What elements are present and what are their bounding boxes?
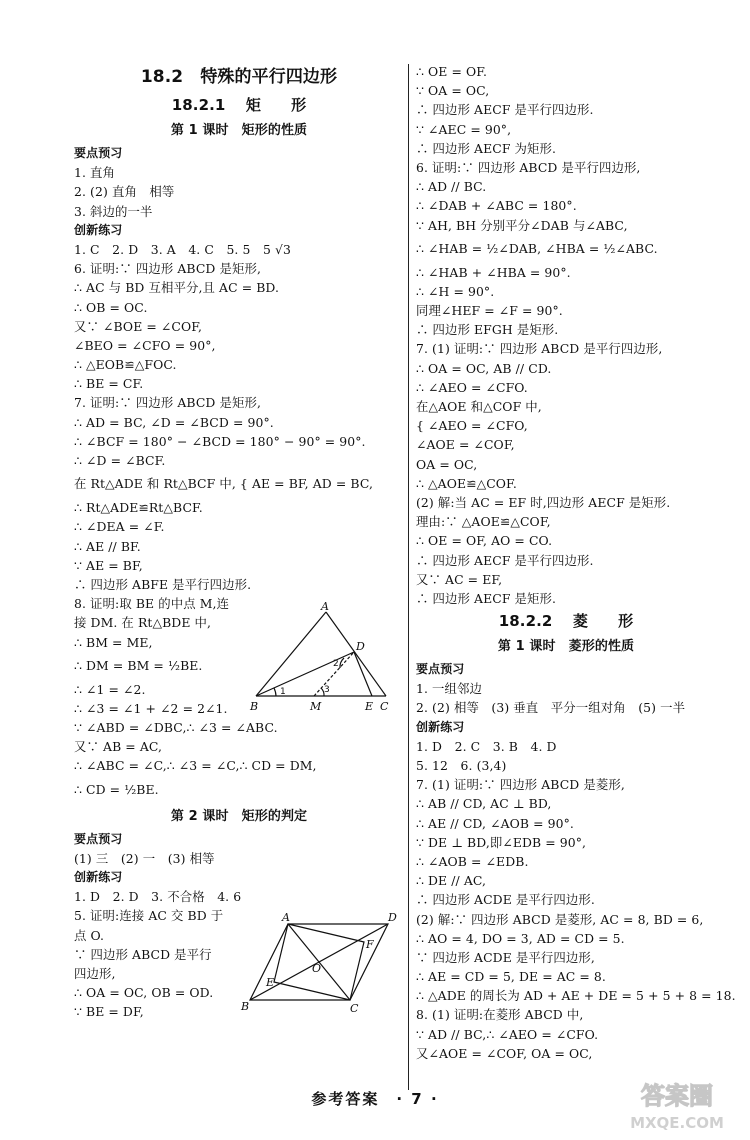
section-heading: 创新练习: [74, 870, 123, 884]
answer-line: ∴ ∠D = ∠BCF.: [74, 453, 166, 468]
answer-line: 1. 直角: [74, 165, 116, 181]
answer-line: ∴ OB = OC.: [74, 299, 148, 315]
answer-line: ∴ AE // CD, ∠AOB = 90°.: [416, 815, 574, 831]
answer-line: (2) 解:∵ 四边形 ABCD 是菱形, AC = 8, BD = 6,: [416, 911, 704, 927]
fig2-label-c: C: [350, 1002, 359, 1014]
answer-line: ∵ 四边形 ABCD 是平行: [74, 946, 212, 962]
fig1-angle-2: 2: [333, 659, 339, 669]
answer-line: ∴ AE // BF.: [74, 538, 141, 554]
answer-line: ∴ AO = 4, DO = 3, AD = CD = 5.: [416, 930, 625, 946]
fig1-angle-1: 1: [280, 687, 286, 697]
answer-line: ∴ ∠ABC = ∠C,∴ ∠3 = ∠C,∴ CD = DM,: [74, 758, 317, 774]
fig1-label-c: C: [380, 700, 389, 713]
answer-line: ∵ AH, BH 分别平分∠DAB 与∠ABC,: [416, 217, 628, 233]
answer-line: 6. 证明:∵ 四边形 ABCD 是平行四边形,: [416, 159, 641, 175]
answer-line: ∴ OA = OC, OB = OD.: [74, 985, 214, 1001]
answer-line: ∴ Rt△ADE≌Rt△BCF.: [74, 500, 203, 516]
fig2-label-d: D: [388, 912, 397, 924]
section-heading: 要点预习: [74, 831, 123, 846]
answer-line: 1. D 2. C 3. B 4. D: [416, 738, 557, 754]
page-footer: 参考答案 · 7 ·: [311, 1090, 439, 1108]
answer-line: ∴ ∠AEO = ∠CFO.: [416, 379, 528, 395]
answer-line: { ∠AEO = ∠CFO,: [416, 418, 528, 434]
answer-line: ∴ AB // CD, AC ⊥ BD,: [416, 796, 552, 812]
answer-line: ∵ BE = DF,: [74, 1004, 144, 1020]
answer-line: 点 O.: [74, 927, 105, 943]
answer-line: 7. 证明:∵ 四边形 ABCD 是矩形,: [74, 395, 262, 411]
fig2-label-b: B: [241, 1000, 250, 1013]
answer-line: ∴ AE = CD = 5, DE = AC = 8.: [416, 969, 606, 985]
answer-line: ∠AOE = ∠COF,: [416, 437, 515, 453]
lesson-title-rectangle-criteria: 第 2 课时 矩形的判定: [170, 808, 308, 824]
parallelogram-figure: [238, 912, 398, 1014]
answer-line: 在△AOE 和△COF 中,: [416, 399, 542, 414]
watermark-top: 答案圈: [641, 1082, 713, 1110]
column-divider: [408, 64, 409, 1090]
answer-line: ∴ BM = ME,: [74, 634, 153, 650]
right-column: [416, 62, 736, 1063]
answer-line: ∴ AD = BC, ∠D = ∠BCD = 90°.: [74, 414, 274, 430]
answer-line: 四边形,: [74, 965, 116, 981]
answer-line: ∴ DM = BM = ½BE.: [74, 657, 203, 673]
section-title-rhombus: 18.2.2 菱 形: [498, 612, 634, 631]
answer-line: ∴ ∠DEA = ∠F.: [74, 519, 165, 535]
answer-line: ∵ ∠AEC = 90°,: [416, 121, 512, 137]
answer-line: ∴ ∠1 = ∠2.: [74, 681, 146, 697]
answer-line: ∴ OE = OF, AO = CO.: [416, 533, 553, 549]
answer-line: 又∵ AC = EF,: [416, 571, 503, 587]
answer-line: 1. C 2. D 3. A 4. C 5. 5 5 √3: [74, 241, 291, 257]
answer-line: ∴ 四边形 EFGH 是矩形.: [416, 322, 559, 338]
answer-line: ∴ △ADE 的周长为 AD + AE + DE = 5 + 5 + 8 = 18.: [416, 988, 736, 1004]
section-title-rectangle: 18.2.1 矩 形: [171, 96, 307, 114]
segment-bd: [256, 652, 354, 696]
section-heading: 要点预习: [416, 662, 465, 677]
answer-line: ∴ 四边形 AECF 是平行四边形.: [416, 552, 594, 568]
fig1-angle-3: 3: [324, 685, 330, 695]
answer-line: 理由:∵ △AOE≌△COF,: [416, 514, 551, 530]
answer-line: ∵ ∠ABD = ∠DBC,∴ ∠3 = ∠ABC.: [74, 720, 278, 736]
fig2-label-e: E: [266, 976, 275, 989]
chapter-title: 18.2 特殊的平行四边形: [140, 67, 338, 87]
answer-line: ∴ 四边形 AECF 是矩形.: [416, 590, 557, 606]
answer-line: 6. 证明:∵ 四边形 ABCD 是矩形,: [74, 261, 262, 277]
answer-line: 又∵ AB = AC,: [74, 739, 163, 755]
answer-line: 又∵ ∠BOE = ∠COF,: [74, 318, 203, 334]
answer-line: 7. (1) 证明:∵ 四边形 ABCD 是平行四边形,: [416, 341, 663, 357]
section-heading: 要点预习: [74, 146, 123, 160]
fig2-label-f: F: [366, 938, 374, 951]
answer-line: ∴ ∠HAB + ∠HBA = 90°.: [416, 264, 571, 280]
right-answers-part2: [416, 660, 736, 1063]
answer-line: (1) 三 (2) 一 (3) 相等: [74, 850, 215, 866]
answer-line: ∴ CD = ½BE.: [74, 781, 159, 797]
answer-line: 又∠AOE = ∠COF, OA = OC,: [416, 1045, 593, 1061]
answer-line: ∵ AD // BC,∴ ∠AEO = ∠CFO.: [416, 1026, 599, 1042]
segment-de: [354, 652, 372, 696]
answer-line: ∵ AE = BF,: [74, 557, 143, 573]
answer-line: 1. 一组邻边: [416, 681, 483, 697]
answer-line: ∴ △AOE≌△COF.: [416, 475, 517, 491]
answer-line: 8. (1) 证明:在菱形 ABCD 中,: [416, 1007, 584, 1023]
answer-line: 3. 斜边的一半: [74, 203, 153, 219]
answer-line: ∠BEO = ∠CFO = 90°,: [74, 337, 216, 353]
answer-line: OA = OC,: [416, 456, 478, 472]
watermark-bottom: MXQE.COM: [630, 1114, 724, 1132]
fig2-label-a: A: [282, 912, 290, 924]
answer-line: 同理∠HEF = ∠F = 90°.: [416, 303, 563, 319]
section-heading: 创新练习: [74, 222, 123, 237]
answer-line: 5. 12 6. (3,4): [416, 758, 507, 773]
answer-line: ∴ 四边形 AECF 是平行四边形.: [416, 102, 594, 118]
right-answers-part1: [416, 62, 716, 608]
answer-line: 5. 证明:连接 AC 交 BD 于: [74, 908, 224, 924]
fig2-label-o: O: [312, 962, 322, 975]
section-heading: 创新练习: [416, 719, 465, 734]
answer-line: ∴ OE = OF.: [416, 64, 488, 79]
answer-line: ∴ ∠AOB = ∠EDB.: [416, 853, 529, 869]
fig1-label-d: D: [356, 640, 365, 653]
answer-line: 8. 证明:取 BE 的中点 M,连: [74, 596, 230, 612]
answer-line: ∴ DE // AC,: [416, 873, 487, 889]
answer-line: ∴ AC 与 BD 互相平分,且 AC = BD.: [74, 280, 280, 296]
answer-line: ∴ ∠BCF = 180° − ∠BCD = 180° − 90° = 90°.: [74, 433, 366, 449]
answer-line: 2. (2) 相等 (3) 垂直 平分一组对角 (5) 一半: [416, 700, 686, 716]
answer-line: 接 DM. 在 Rt△BDE 中,: [74, 615, 212, 631]
answer-line: ∵ OA = OC,: [416, 83, 490, 99]
answer-line: 7. (1) 证明:∵ 四边形 ABCD 是菱形,: [416, 777, 625, 793]
answer-line: (2) 解:当 AC = EF 时,四边形 AECF 是矩形.: [416, 494, 671, 510]
fig1-label-e: E: [365, 700, 374, 713]
angle-mark-2: [340, 658, 344, 668]
answer-line: 2. (2) 直角 相等: [74, 184, 175, 200]
answer-line: 在 Rt△ADE 和 Rt△BCF 中, { AE = BF, AD = BC,: [74, 476, 373, 492]
fig1-label-a: A: [321, 600, 329, 613]
segment-ab: [256, 612, 326, 696]
answer-line: 1. D 2. D 3. 不合格 4. 6: [74, 889, 242, 905]
lesson-title-rectangle-properties: 第 1 课时 矩形的性质: [170, 123, 308, 138]
answer-line: ∴ OA = OC, AB // CD.: [416, 360, 552, 376]
answer-line: ∴ AD // BC.: [416, 179, 487, 195]
angle-mark-1: [274, 688, 276, 696]
answer-line: ∴ 四边形 ACDE 是平行四边形.: [416, 892, 595, 908]
fig1-label-m: M: [310, 700, 322, 713]
answer-line: ∴ ∠HAB = ½∠DAB, ∠HBA = ½∠ABC.: [416, 240, 658, 256]
triangle-figure: [248, 600, 398, 716]
watermark-logo: [612, 1078, 742, 1134]
answer-line: ∴ ∠H = 90°.: [416, 283, 495, 299]
answer-line: ∴ BE = CF.: [74, 376, 144, 392]
answer-line: ∵ DE ⊥ BD,即∠EDB = 90°,: [416, 834, 587, 850]
answer-line: ∴ 四边形 AECF 为矩形.: [416, 140, 557, 156]
segment-ac: [326, 612, 386, 696]
answer-line: ∴ ∠DAB + ∠ABC = 180°.: [416, 198, 577, 214]
answer-line: ∴ 四边形 ABFE 是平行四边形.: [74, 576, 252, 592]
lesson-title-rhombus-properties: 第 1 课时 菱形的性质: [497, 639, 635, 655]
answer-line: ∴ ∠3 = ∠1 + ∠2 = 2∠1.: [74, 700, 228, 716]
answer-line: ∴ △EOB≌△FOC.: [74, 357, 177, 373]
left-column: [74, 62, 404, 1022]
answer-line: ∵ 四边形 ACDE 是平行四边形,: [416, 949, 595, 965]
fig1-label-b: B: [250, 700, 259, 713]
